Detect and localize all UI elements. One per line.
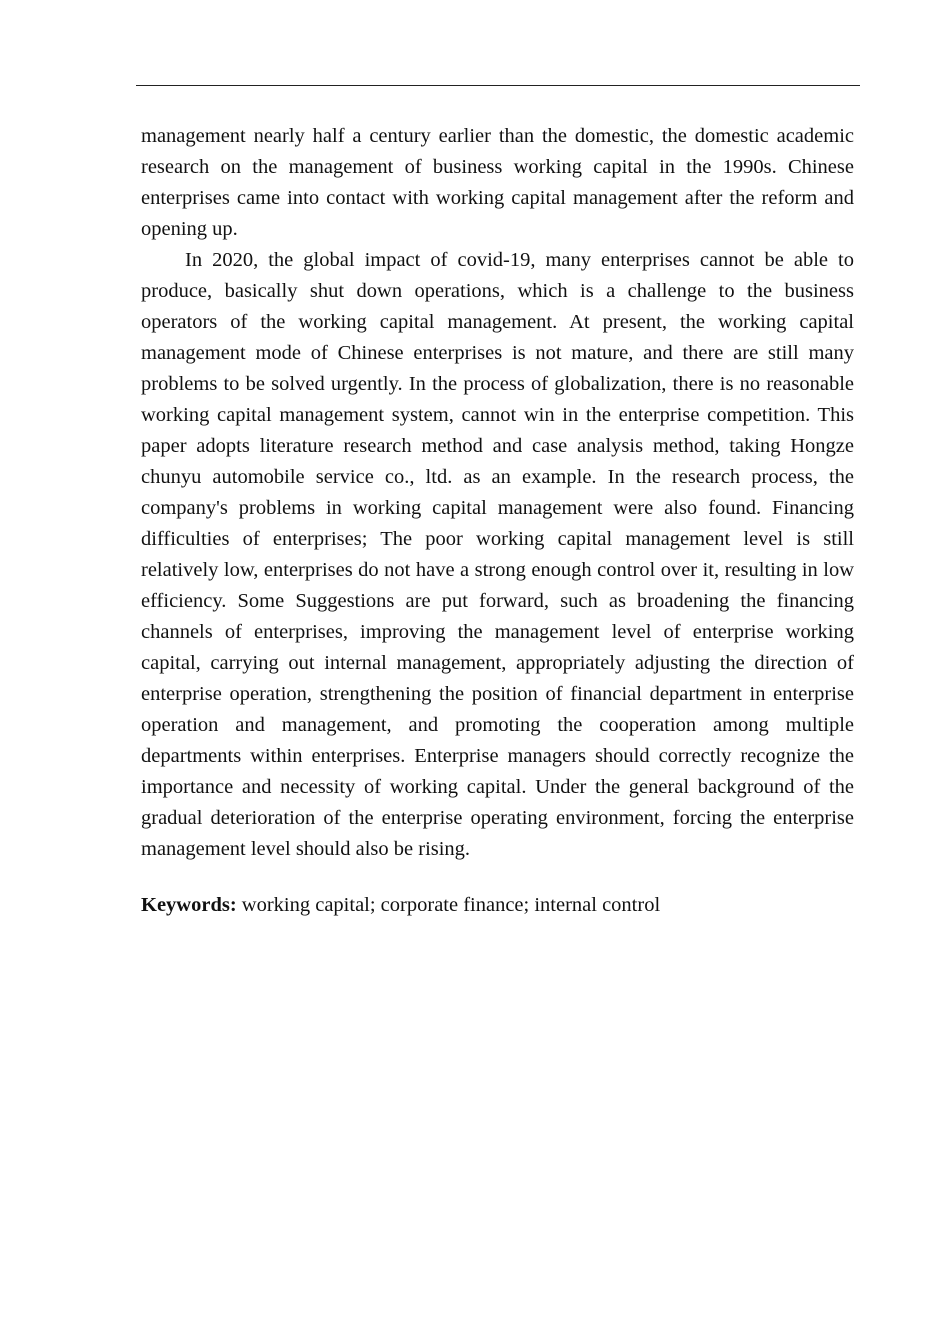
keywords-value: working capital; corporate finance; internal control	[236, 894, 661, 916]
abstract-body	[141, 121, 854, 921]
header-rule	[136, 85, 860, 86]
paragraph-continuation: management nearly half a century earlier than the domestic, the domestic academic research on the management of business working capital in the 1990s. Chinese enterprises came into contact with working capital management after the reform and opening up.	[141, 125, 854, 240]
keywords-line	[141, 890, 854, 921]
keywords-label: Keywords:	[141, 894, 237, 916]
paragraph-covid-impact: In 2020, the global impact of covid-19, many enterprises cannot be able to produce, basically shut down operations, which is a challenge to the business operators of the working capital management. At present, the working capital management mode of Chinese enterprises is not mature, and there are still many problems to be solved urgently. In the process of globalization, there is no reasonable working capital management system, cannot win in the enterprise competition. This paper adopts literature research method and case analysis method, taking Hongze chunyu automobile service co., ltd. as an example. In the research process, the company's problems in working capital management were also found. Financing difficulties of enterprises; The poor working capital management level is still relatively low, enterprises do not have a strong enough control over it, resulting in low efficiency. Some Suggestions are put forward, such as broadening the financing channels of enterprises, improving the management level of enterprise working capital, carrying out internal management, appropriately adjusting the direction of enterprise operation, strengthening the position of financial department in enterprise operation and management, and promoting the cooperation among multiple departments within enterprises. Enterprise managers should correctly recognize the importance and necessity of working capital. Under the general background of the gradual deterioration of the enterprise operating environment, forcing the enterprise management level should also be rising.	[141, 249, 854, 860]
